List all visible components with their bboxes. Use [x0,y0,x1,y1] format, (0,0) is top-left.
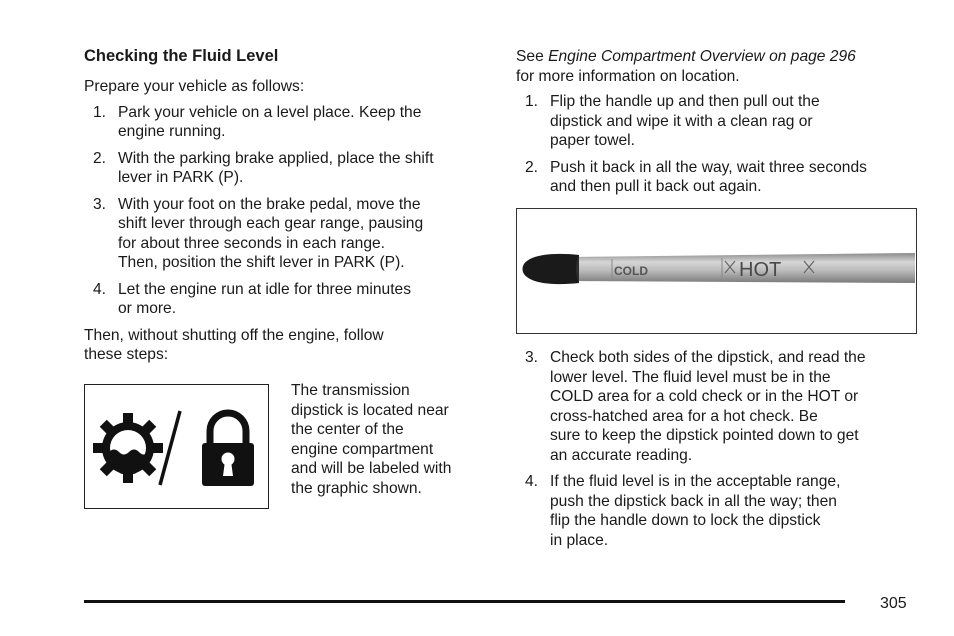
right-column-top [516,47,926,197]
step-line: for about three seconds in each range. [118,234,386,252]
cold-label: COLD [614,264,648,278]
step-line: in place. [550,531,609,549]
step-line: an accurate reading. [550,446,693,464]
hot-label: HOT [739,259,782,281]
list-item [84,280,494,319]
right-column-bottom [516,348,926,550]
dipstick-steps-b [516,348,926,550]
see-prefix: See [516,48,549,65]
step-line: dipstick and wipe it with a clean rag or [550,112,813,130]
prep-steps [84,103,494,319]
list-item [84,149,494,188]
intro-text: Prepare your vehicle as follows: [84,78,305,95]
list-item [84,195,494,273]
step-line: Flip the handle up and then pull out the [550,93,820,110]
see-suffix: for more information on location. [516,67,740,85]
text-line: The transmission [291,382,410,399]
step-line: and then pull it back out again. [550,178,762,195]
dipstick-photo [516,208,917,334]
then-text [84,326,494,365]
step-line: Let the engine run at idle for three minutes [118,280,411,298]
gear-icon [93,413,163,483]
text-line: the center of the [291,421,404,438]
page-number: 305 [880,595,907,612]
step-line: COLD area for a cold check or in the HOT or [550,388,859,405]
list-item [84,103,494,142]
step-number: 4. [525,473,539,490]
list-item [516,158,926,197]
step-line: With the parking brake applied, place the shift [118,149,434,167]
step-line: With your foot on the brake pedal, move the [118,195,421,213]
step-line: cross-hatched area for a hot check. Be [550,407,818,425]
step-number: 4. [93,280,107,298]
text-line: the graphic shown. [291,479,422,497]
list-item [516,92,926,151]
step-line: If the fluid level is in the acceptable range, [550,473,841,490]
icon-caption [291,381,491,498]
transmission-dipstick-graphic [84,384,269,509]
step-line: Check both sides of the dipstick, and read the [550,349,866,366]
list-item [516,348,926,465]
dipstick-steps-a [516,92,926,197]
step-line: sure to keep the dipstick pointed down to get [550,427,859,444]
step-line: engine running. [118,123,226,140]
step-line: Park your vehicle on a level place. Keep the [118,103,422,121]
footer-rule [84,600,845,603]
step-line: paper towel. [550,132,635,149]
list-item [516,472,926,550]
step-number: 1. [93,103,107,121]
lock-icon [202,413,254,486]
text-line: and will be labeled with [291,460,452,477]
step-line: push the dipstick back in all the way; then [550,492,837,510]
step-number: 1. [525,93,539,110]
step-line: Then, position the shift lever in PARK (P). [118,254,405,271]
text-line: these steps: [84,346,169,363]
step-line: shift lever through each gear range, pausing [118,215,424,232]
step-line: lever in PARK (P). [118,169,244,186]
cross-reference-link[interactable]: Engine Compartment Overview on page 296 [548,48,856,65]
step-line: flip the handle down to lock the dipstick [550,512,821,529]
left-column [84,77,494,365]
see-reference [516,47,926,67]
step-line: or more. [118,300,177,317]
text-line: dipstick is located near [291,401,449,419]
step-line: Push it back in all the way, wait three seconds [550,158,867,176]
gear-lock-icon [85,385,267,507]
step-line: lower level. The fluid level must be in the [550,368,831,386]
text-line: Then, without shutting off the engine, follow [84,326,384,344]
step-number: 2. [93,149,107,167]
dipstick-tip [523,254,580,284]
text-line: engine compartment [291,440,434,458]
step-number: 3. [93,195,107,213]
step-number: 2. [525,158,539,176]
section-heading: Checking the Fluid Level [84,47,279,65]
step-number: 3. [525,349,539,366]
